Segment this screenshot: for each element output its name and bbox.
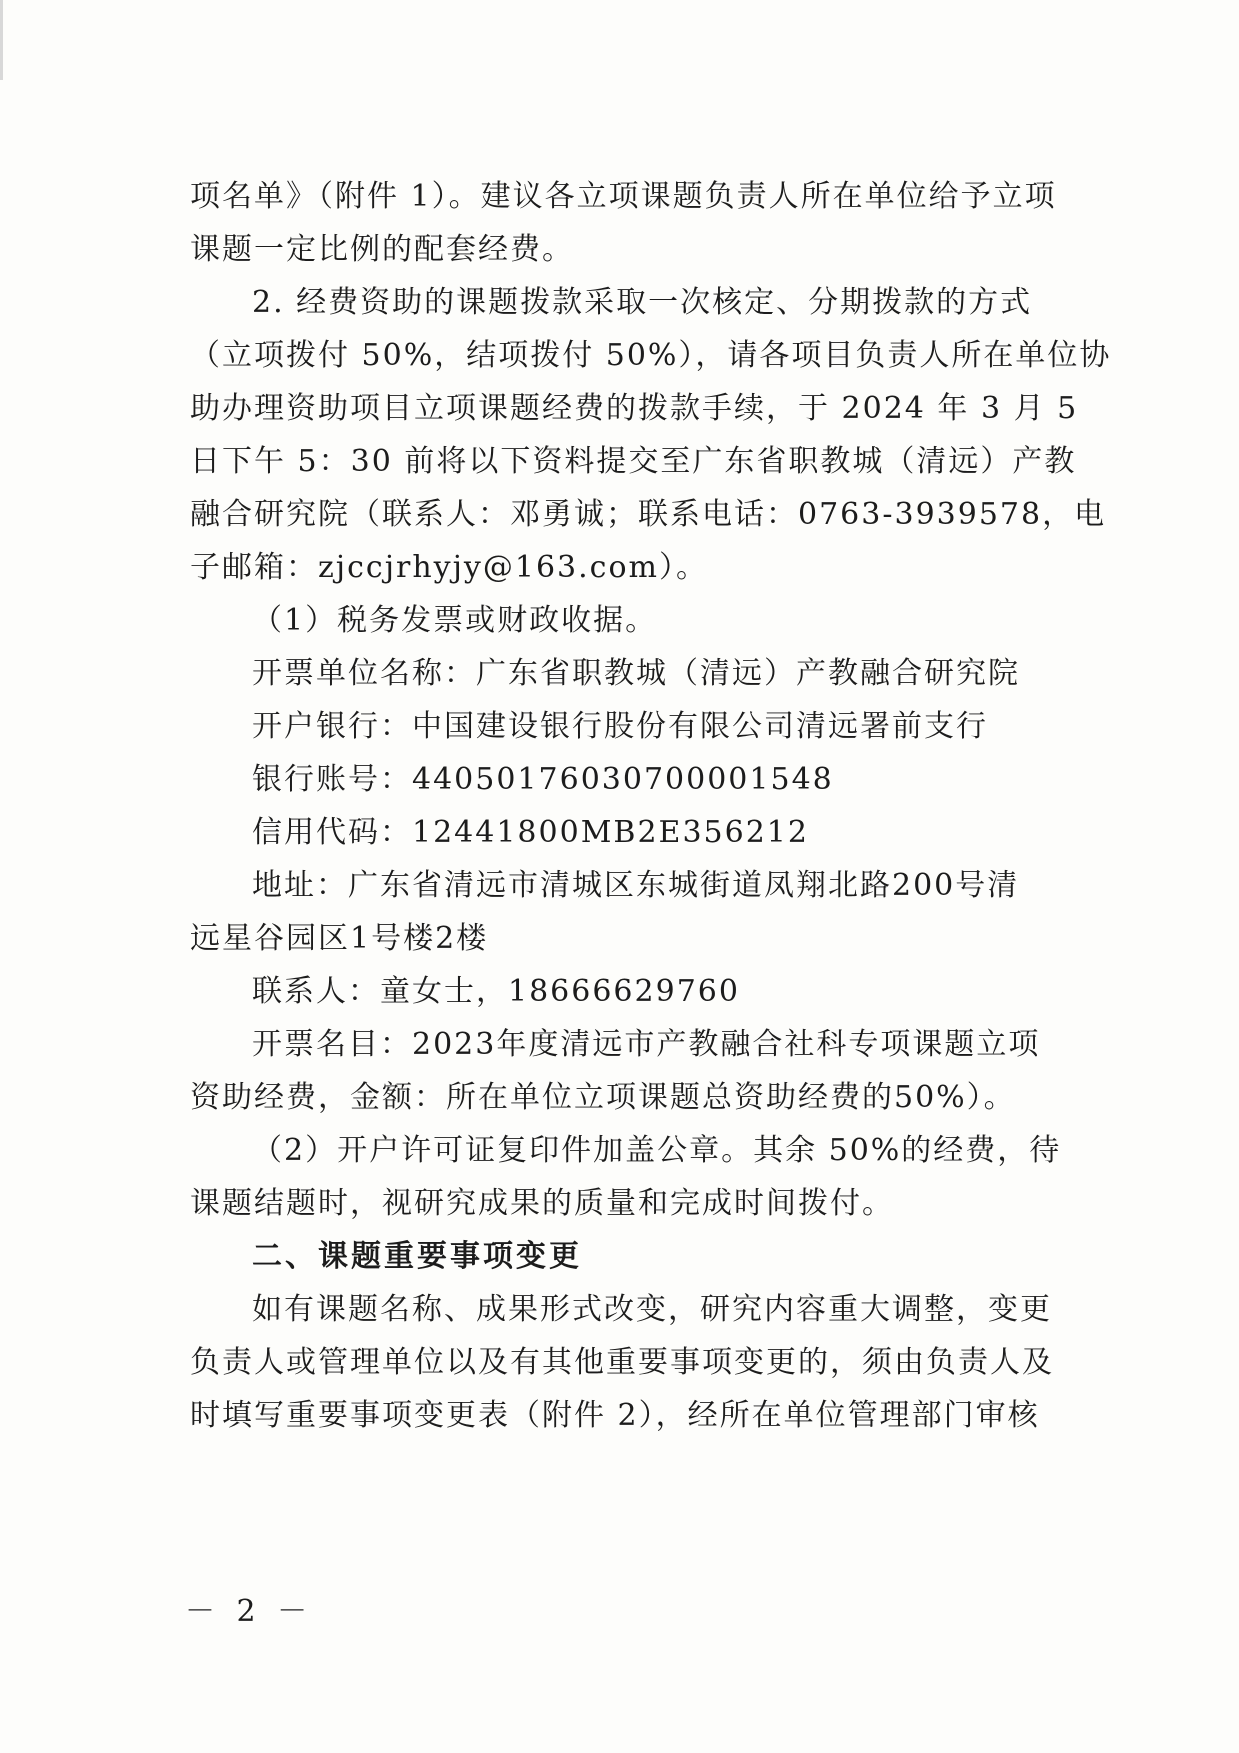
invoice-name-line: 开票单位名称：广东省职教城（清远）产教融合研究院 [252, 656, 1020, 691]
address-line: 地址：广东省清远市清城区东城街道凤翔北路200号清 [252, 868, 1020, 903]
contact-line: 联系人：童女士，18666629760 [252, 974, 740, 1009]
section-heading: 二、课题重要事项变更 [252, 1239, 582, 1274]
body-text-line: 融合研究院（联系人：邓勇诚；联系电话：0763-3939578，电 [190, 497, 1107, 532]
body-text-line: 助办理资助项目立项课题经费的拨款手续，于 2024 年 3 月 5 [190, 391, 1079, 426]
account-line: 银行账号：44050176030700001548 [252, 762, 834, 797]
body-text-line: 如有课题名称、成果形式改变，研究内容重大调整，变更 [252, 1292, 1052, 1327]
body-text-line: 课题结题时，视研究成果的质量和完成时间拨付。 [190, 1186, 894, 1221]
credit-code-line: 信用代码：12441800MB2E356212 [252, 815, 809, 850]
body-text-line: 子邮箱：zjccjrhyjy@163.com）。 [190, 550, 708, 585]
invoice-item-line: 资助经费，金额：所在单位立项课题总资助经费的50%）。 [190, 1080, 1016, 1115]
body-text-line: 负责人或管理单位以及有其他重要事项变更的，须由负责人及 [190, 1345, 1054, 1380]
body-text-line: （立项拨付 50%，结项拨付 50%），请各项目负责人所在单位协 [190, 338, 1112, 373]
invoice-item-line: 开票名目：2023年度清远市产教融合社科专项课题立项 [252, 1027, 1041, 1062]
body-text-line: （1）税务发票或财政收据。 [252, 603, 658, 638]
page-number: － 2 － [185, 1594, 314, 1629]
bank-line: 开户银行：中国建设银行股份有限公司清远署前支行 [252, 709, 988, 744]
body-text-line: 日下午 5：30 前将以下资料提交至广东省职教城（清远）产教 [190, 444, 1077, 479]
address-line: 远星谷园区1号楼2楼 [190, 921, 489, 956]
body-text-line: 项名单》（附件 1）。建议各立项课题负责人所在单位给予立项 [190, 179, 1057, 214]
scan-edge [0, 0, 3, 80]
body-text-line: （2）开户许可证复印件加盖公章。其余 50%的经费，待 [252, 1133, 1062, 1168]
body-text-line: 时填写重要事项变更表（附件 2），经所在单位管理部门审核 [190, 1398, 1040, 1433]
body-text-line: 课题一定比例的配套经费。 [190, 232, 574, 267]
body-text-line: 2. 经费资助的课题拨款采取一次核定、分期拨款的方式 [252, 285, 1033, 320]
